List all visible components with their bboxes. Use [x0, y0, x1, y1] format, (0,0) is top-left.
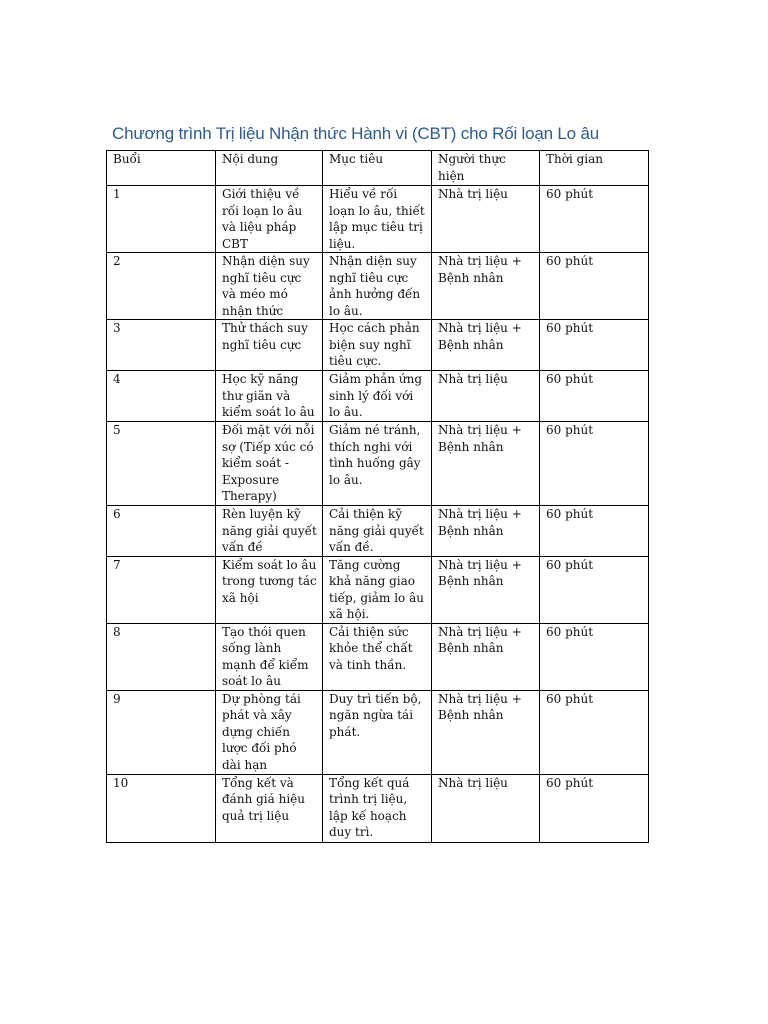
table-row	[107, 556, 649, 623]
cell-session: 3	[107, 320, 216, 371]
cell-session: 1	[107, 186, 216, 253]
table-row	[107, 422, 649, 506]
cell-goal: Nhận diện suy nghĩ tiêu cực ảnh hưởng đến lo âu.	[323, 253, 432, 320]
cell-content: Dự phòng tái phát và xây dựng chiến lược đối phó dài hạn	[216, 690, 323, 774]
cell-duration: 60 phút	[540, 690, 649, 774]
cell-content: Rèn luyện kỹ năng giải quyết vấn đề	[216, 506, 323, 557]
cell-goal: Tăng cường khả năng giao tiếp, giảm lo âu xã hội.	[323, 556, 432, 623]
cell-goal: Hiểu về rối loạn lo âu, thiết lập mục tiêu trị liệu.	[323, 186, 432, 253]
table-row	[107, 186, 649, 253]
cell-performer: Nhà trị liệu	[432, 774, 540, 842]
cell-session: 6	[107, 506, 216, 557]
cell-session: 4	[107, 371, 216, 422]
cell-goal: Học cách phản biện suy nghĩ tiêu cực.	[323, 320, 432, 371]
cell-content: Giới thiệu về rối loạn lo âu và liệu pháp CBT	[216, 186, 323, 253]
cell-performer: Nhà trị liệu + Bệnh nhân	[432, 556, 540, 623]
cell-goal: Giảm phản ứng sinh lý đối với lo âu.	[323, 371, 432, 422]
cell-duration: 60 phút	[540, 556, 649, 623]
cell-goal: Tổng kết quá trình trị liệu, lập kế hoạch duy trì.	[323, 774, 432, 842]
table-header-row	[107, 151, 649, 186]
cell-duration: 60 phút	[540, 253, 649, 320]
table-row	[107, 623, 649, 690]
table-row	[107, 690, 649, 774]
table-row	[107, 774, 649, 842]
header-session: Buổi	[107, 151, 216, 186]
cell-content: Nhận diện suy nghĩ tiêu cực và méo mó nhận thức	[216, 253, 323, 320]
cell-performer: Nhà trị liệu + Bệnh nhân	[432, 422, 540, 506]
cell-duration: 60 phút	[540, 623, 649, 690]
table-row	[107, 253, 649, 320]
cell-session: 5	[107, 422, 216, 506]
header-performer: Người thực hiện	[432, 151, 540, 186]
table-row	[107, 320, 649, 371]
cell-duration: 60 phút	[540, 371, 649, 422]
cell-session: 10	[107, 774, 216, 842]
cell-session: 7	[107, 556, 216, 623]
header-content: Nội dung	[216, 151, 323, 186]
cell-duration: 60 phút	[540, 320, 649, 371]
header-goal: Mục tiêu	[323, 151, 432, 186]
cell-goal: Cải thiện sức khỏe thể chất và tinh thần.	[323, 623, 432, 690]
cell-performer: Nhà trị liệu + Bệnh nhân	[432, 690, 540, 774]
cell-content: Học kỹ năng thư giãn và kiểm soát lo âu	[216, 371, 323, 422]
cell-performer: Nhà trị liệu + Bệnh nhân	[432, 253, 540, 320]
cell-duration: 60 phút	[540, 186, 649, 253]
cell-performer: Nhà trị liệu	[432, 371, 540, 422]
cell-content: Tổng kết và đánh giá hiệu quả trị liệu	[216, 774, 323, 842]
cell-goal: Cải thiện kỹ năng giải quyết vấn đề.	[323, 506, 432, 557]
cell-session: 8	[107, 623, 216, 690]
cell-performer: Nhà trị liệu + Bệnh nhân	[432, 623, 540, 690]
cell-content: Thử thách suy nghĩ tiêu cực	[216, 320, 323, 371]
cell-session: 9	[107, 690, 216, 774]
cell-performer: Nhà trị liệu + Bệnh nhân	[432, 320, 540, 371]
cell-content: Kiểm soát lo âu trong tương tác xã hội	[216, 556, 323, 623]
cell-goal: Giảm né tránh, thích nghi với tình huống gây lo âu.	[323, 422, 432, 506]
cell-session: 2	[107, 253, 216, 320]
table-row	[107, 506, 649, 557]
cell-duration: 60 phút	[540, 506, 649, 557]
cell-performer: Nhà trị liệu + Bệnh nhân	[432, 506, 540, 557]
cell-content: Đối mặt với nỗi sợ (Tiếp xúc có kiểm soát - Exposure Therapy)	[216, 422, 323, 506]
cell-performer: Nhà trị liệu	[432, 186, 540, 253]
cell-content: Tạo thói quen sống lành mạnh để kiểm soát lo âu	[216, 623, 323, 690]
header-duration: Thời gian	[540, 151, 649, 186]
cbt-schedule-table	[106, 150, 649, 843]
document-title: Chương trình Trị liệu Nhận thức Hành vi (CBT) cho Rối loạn Lo âu	[112, 124, 599, 143]
cell-goal: Duy trì tiến bộ, ngăn ngừa tái phát.	[323, 690, 432, 774]
table-row	[107, 371, 649, 422]
cell-duration: 60 phút	[540, 422, 649, 506]
cell-duration: 60 phút	[540, 774, 649, 842]
